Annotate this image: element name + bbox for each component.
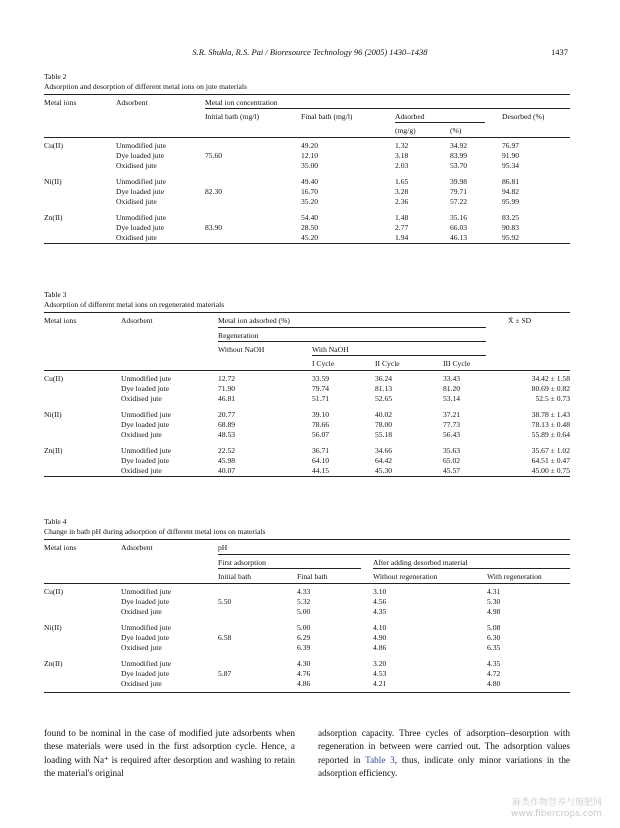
without-naoh-cell: 46.81 (218, 394, 236, 404)
table-rule (312, 355, 486, 356)
final-bath-cell: 16.70 (301, 187, 319, 197)
adsorbed-mgg-cell: 3.28 (395, 187, 409, 197)
adsorbent-cell: Dye loaded jute (121, 456, 170, 466)
with-regeneration-cell: 5.30 (487, 597, 501, 607)
adsorbent-cell: Dye loaded jute (116, 151, 165, 161)
cycle-2-cell: 36.24 (375, 374, 393, 383)
final-bath-cell: 4.33 (297, 587, 311, 596)
col-header-metal: Metal ions (44, 316, 77, 325)
col-header-cycle-2: II Cycle (375, 359, 400, 368)
with-regeneration-cell: 4.35 (487, 659, 501, 668)
adsorbed-pct-cell: 83.99 (450, 151, 468, 161)
final-bath-cell: 35.00 (301, 161, 319, 171)
table-rule (44, 370, 570, 371)
with-regeneration-cell: 5.08 (487, 623, 501, 632)
without-naoh-cell: 68.89 (218, 420, 236, 430)
table-rule (44, 94, 570, 95)
final-bath-cell: 49.20 (301, 141, 319, 150)
final-bath-cell: 12.10 (301, 151, 319, 161)
metal-ion-cell: Zn(II) (44, 659, 63, 668)
adsorbed-pct-cell: 66.03 (450, 223, 468, 233)
table-2 (44, 72, 570, 247)
final-bath-cell: 5.00 (297, 607, 311, 617)
table-3-label: Table 3 (44, 290, 67, 299)
col-header-cycle-1: I Cycle (312, 359, 335, 368)
cycle-2-cell: 55.18 (375, 430, 393, 440)
col-header-first-adsorption: First adsorption (218, 558, 266, 567)
adsorbent-cell: Dye loaded jute (121, 420, 170, 430)
with-regeneration-cell: 6.35 (487, 643, 501, 653)
body-text: adsorption capacity. Three cycles of adsorption–desorption with regeneration in between were carried out. The adsorption values reported in (318, 728, 570, 765)
mean-sd-cell: 80.69 ± 0.82 (531, 384, 570, 394)
without-regeneration-cell: 4.53 (373, 669, 387, 679)
watermark-line-1: 麻类作物营养与施肥网 (511, 798, 602, 808)
cycle-1-cell: 36.71 (312, 446, 330, 455)
metal-ion-cell: Zn(II) (44, 446, 63, 455)
table-2-caption: Adsorption and desorption of different metal ions on jute materials (44, 82, 247, 91)
adsorbed-pct-cell: 34.92 (450, 141, 468, 150)
desorbed-cell: 95.34 (502, 161, 520, 171)
final-bath-cell: 6.29 (297, 633, 311, 643)
desorbed-cell: 95.92 (502, 233, 520, 243)
col-header-with-regeneration: With regeneration (487, 572, 542, 581)
adsorbent-cell: Dye loaded jute (121, 597, 170, 607)
adsorbed-mgg-cell: 1.48 (395, 213, 409, 222)
col-header-adsorbent: Adsorbent (116, 98, 148, 107)
table-rule (44, 476, 570, 477)
without-regeneration-cell: 3.20 (373, 659, 387, 668)
without-naoh-cell: 71.90 (218, 384, 236, 394)
table-rule (218, 568, 361, 569)
adsorbed-mgg-cell: 2.77 (395, 223, 409, 233)
adsorbent-cell: Dye loaded jute (116, 223, 165, 233)
col-header-adsorbent: Adsorbent (121, 316, 153, 325)
adsorbent-cell: Unmodified jute (121, 410, 171, 419)
adsorbed-pct-cell: 39.98 (450, 177, 468, 186)
cycle-3-cell: 56.43 (443, 430, 461, 440)
final-bath-cell: 45.20 (301, 233, 319, 243)
without-naoh-cell: 40.07 (218, 466, 236, 476)
table-rule (218, 327, 486, 328)
metal-ion-cell: Ni(II) (44, 410, 62, 419)
mean-sd-cell: 55.89 ± 0.64 (531, 430, 570, 440)
metal-ion-cell: Cu(II) (44, 374, 63, 383)
table-rule (44, 243, 570, 244)
desorbed-cell: 91.90 (502, 151, 520, 161)
cycle-3-cell: 45.57 (443, 466, 461, 476)
mean-sd-cell: 38.78 ± 1.43 (531, 410, 570, 419)
adsorbed-mgg-cell: 1.65 (395, 177, 409, 186)
metal-ion-cell: Zn(II) (44, 213, 63, 222)
adsorbed-mgg-cell: 1.94 (395, 233, 409, 243)
initial-bath-cell: 5.50 (218, 597, 232, 607)
adsorbed-pct-cell: 57.22 (450, 197, 468, 207)
with-regeneration-cell: 4.72 (487, 669, 501, 679)
cycle-1-cell: 56.07 (312, 430, 330, 440)
desorbed-cell: 90.83 (502, 223, 520, 233)
page-number: 1437 (551, 47, 568, 57)
adsorbent-cell: Oxidised jute (116, 233, 157, 243)
mean-sd-cell: 78.13 ± 0.48 (531, 420, 570, 430)
without-naoh-cell: 22.52 (218, 446, 236, 455)
with-regeneration-cell: 4.31 (487, 587, 501, 596)
col-header-adsorbed: Adsorbed (395, 112, 425, 121)
mean-sd-cell: 35.67 ± 1.02 (531, 446, 570, 455)
mean-sd-cell: 52.5 ± 0.73 (535, 394, 570, 404)
with-regeneration-cell: 6.30 (487, 633, 501, 643)
adsorbed-pct-cell: 79.71 (450, 187, 468, 197)
col-header-after-desorbed: After adding desorbed material (373, 558, 468, 567)
adsorbent-cell: Unmodified jute (121, 587, 171, 596)
col-header-desorbed: Desorbed (%) (502, 112, 545, 121)
desorbed-cell: 76.97 (502, 141, 520, 150)
body-paragraph-right (318, 727, 570, 780)
cycle-3-cell: 37.21 (443, 410, 461, 419)
col-header-metal: Metal ions (44, 543, 77, 552)
final-bath-cell: 35.20 (301, 197, 319, 207)
col-header-pct: (%) (450, 126, 462, 135)
col-header-final-bath: Final bath (297, 572, 328, 581)
without-regeneration-cell: 3.10 (373, 587, 387, 596)
final-bath-cell: 54.40 (301, 213, 319, 222)
desorbed-cell: 94.82 (502, 187, 520, 197)
col-header-final: Final bath (mg/l) (301, 112, 353, 121)
cycle-2-cell: 34.66 (375, 446, 393, 455)
table-rule (44, 692, 570, 693)
col-header-initial-bath: Initial bath (218, 572, 252, 581)
without-naoh-cell: 45.98 (218, 456, 236, 466)
with-regeneration-cell: 4.98 (487, 607, 501, 617)
adsorbent-cell: Dye loaded jute (121, 384, 170, 394)
adsorbent-cell: Oxidised jute (121, 430, 162, 440)
without-naoh-cell: 12.72 (218, 374, 236, 383)
watermark (511, 798, 602, 820)
final-bath-cell: 4.86 (297, 679, 311, 689)
cycle-2-cell: 52.65 (375, 394, 393, 404)
metal-ion-cell: Cu(II) (44, 141, 63, 150)
mean-sd-cell: 64.51 ± 0.47 (531, 456, 570, 466)
table-rule (218, 341, 486, 342)
final-bath-cell: 28.50 (301, 223, 319, 233)
adsorbed-mgg-cell: 3.18 (395, 151, 409, 161)
col-header-regeneration: Regeneration (218, 331, 259, 340)
col-header-adsorbed: Metal ion adsorbed (%) (218, 316, 290, 325)
adsorbent-cell: Oxidised jute (121, 466, 162, 476)
desorbed-cell: 95.99 (502, 197, 520, 207)
body-paragraph-left: found to be nominal in the case of modified jute adsorbents when these materials were used in the first adsorption cycle. Hence, a loading with Na⁺ is required after desorption and washing to retain the material's original (44, 728, 295, 779)
watermark-line-2: www.fibercrops.com (511, 809, 602, 819)
initial-bath-cell: 5.87 (218, 669, 232, 679)
table-rule (395, 122, 485, 123)
final-bath-cell: 49.40 (301, 177, 319, 186)
mean-sd-cell: 34.42 ± 1.58 (531, 374, 570, 383)
adsorbent-cell: Oxidised jute (116, 197, 157, 207)
table-rule (218, 554, 570, 555)
adsorbent-cell: Dye loaded jute (116, 187, 165, 197)
col-header-adsorbent: Adsorbent (121, 543, 153, 552)
adsorbent-cell: Oxidised jute (121, 643, 162, 653)
adsorbent-cell: Unmodified jute (116, 213, 166, 222)
without-regeneration-cell: 4.35 (373, 607, 387, 617)
cycle-3-cell: 33.43 (443, 374, 461, 383)
final-bath-cell: 4.76 (297, 669, 311, 679)
table-rule (44, 137, 570, 138)
col-header-metal: Metal ions (44, 98, 77, 107)
table-rule (44, 539, 570, 540)
desorbed-cell: 86.81 (502, 177, 520, 186)
without-naoh-cell: 48.53 (218, 430, 236, 440)
adsorbed-mgg-cell: 2.03 (395, 161, 409, 171)
col-header-without-regeneration: Without regeneration (373, 572, 438, 581)
adsorbent-cell: Unmodified jute (121, 659, 171, 668)
table-3-caption: Adsorption of different metal ions on regenerated materials (44, 300, 225, 309)
table-rule (44, 312, 570, 313)
cycle-3-cell: 81.20 (443, 384, 461, 394)
cycle-1-cell: 78.66 (312, 420, 330, 430)
without-naoh-cell: 20.77 (218, 410, 236, 419)
col-header-ph: pH (218, 543, 228, 552)
cycle-1-cell: 39.10 (312, 410, 330, 419)
cycle-1-cell: 79.74 (312, 384, 330, 394)
adsorbent-cell: Dye loaded jute (121, 669, 170, 679)
cycle-1-cell: 33.59 (312, 374, 330, 383)
cycle-1-cell: 44.15 (312, 466, 330, 476)
col-header-without-naoh: Without NaOH (218, 345, 265, 354)
final-bath-cell: 4.30 (297, 659, 311, 668)
col-header-cycle-3: III Cycle (443, 359, 471, 368)
table-3 (44, 290, 570, 500)
adsorbent-cell: Unmodified jute (121, 374, 171, 383)
initial-bath-cell: 83.90 (205, 223, 223, 233)
metal-ion-cell: Ni(II) (44, 623, 62, 632)
cycle-1-cell: 51.71 (312, 394, 330, 404)
cycle-3-cell: 53.14 (443, 394, 461, 404)
without-regeneration-cell: 4.86 (373, 643, 387, 653)
initial-bath-cell: 75.60 (205, 151, 223, 161)
table-rule (373, 568, 570, 569)
adsorbent-cell: Oxidised jute (116, 161, 157, 171)
cycle-2-cell: 81.13 (375, 384, 393, 394)
cycle-2-cell: 40.02 (375, 410, 393, 419)
cycle-2-cell: 78.00 (375, 420, 393, 430)
adsorbent-cell: Oxidised jute (121, 394, 162, 404)
col-header-initial: Initial bath (mg/l) (205, 112, 259, 121)
table-3-link[interactable]: Table 3 (365, 754, 395, 765)
table-rule (205, 108, 570, 109)
table-4-caption: Change in bath pH during adsorption of different metal ions on materials (44, 527, 266, 536)
adsorbent-cell: Oxidised jute (121, 607, 162, 617)
cycle-2-cell: 64.42 (375, 456, 393, 466)
adsorbed-pct-cell: 35.16 (450, 213, 468, 222)
final-bath-cell: 5.32 (297, 597, 311, 607)
adsorbed-mgg-cell: 1.32 (395, 141, 409, 150)
running-title: S.R. Shukla, R.S. Pai / Bioresource Technology 96 (2005) 1430–1438 (192, 47, 428, 57)
without-regeneration-cell: 4.90 (373, 633, 387, 643)
adsorbent-cell: Unmodified jute (116, 177, 166, 186)
table-4 (44, 517, 570, 697)
without-regeneration-cell: 4.21 (373, 679, 387, 689)
final-bath-cell: 5.00 (297, 623, 311, 632)
mean-sd-cell: 45.00 ± 0.75 (531, 466, 570, 476)
cycle-3-cell: 65.02 (443, 456, 461, 466)
table-2-label: Table 2 (44, 72, 67, 81)
cycle-3-cell: 77.73 (443, 420, 461, 430)
without-regeneration-cell: 4.56 (373, 597, 387, 607)
without-regeneration-cell: 4.10 (373, 623, 387, 632)
col-header-mean-sd: X̄ ± SD (508, 316, 532, 325)
desorbed-cell: 83.25 (502, 213, 520, 222)
table-4-label: Table 4 (44, 517, 67, 526)
adsorbent-cell: Unmodified jute (116, 141, 166, 150)
initial-bath-cell: 82.30 (205, 187, 223, 197)
adsorbed-mgg-cell: 2.36 (395, 197, 409, 207)
table-rule (44, 583, 570, 584)
adsorbed-pct-cell: 53.70 (450, 161, 468, 171)
metal-ion-cell: Ni(II) (44, 177, 62, 186)
cycle-2-cell: 45.30 (375, 466, 393, 476)
adsorbed-pct-cell: 46.13 (450, 233, 468, 243)
col-header-with-naoh: With NaOH (312, 345, 349, 354)
cycle-3-cell: 35.63 (443, 446, 461, 455)
col-header-mgg: (mg/g) (395, 126, 416, 135)
cycle-1-cell: 64.10 (312, 456, 330, 466)
final-bath-cell: 6.39 (297, 643, 311, 653)
with-regeneration-cell: 4.80 (487, 679, 501, 689)
adsorbent-cell: Dye loaded jute (121, 633, 170, 643)
initial-bath-cell: 6.58 (218, 633, 232, 643)
adsorbent-cell: Unmodified jute (121, 446, 171, 455)
adsorbent-cell: Unmodified jute (121, 623, 171, 632)
metal-ion-cell: Cu(II) (44, 587, 63, 596)
adsorbent-cell: Oxidised jute (121, 679, 162, 689)
body-text: , thus, indicate only minor variations in the adsorption efficiency. (318, 754, 570, 779)
col-header-concentration: Metal ion concentration (205, 98, 278, 107)
